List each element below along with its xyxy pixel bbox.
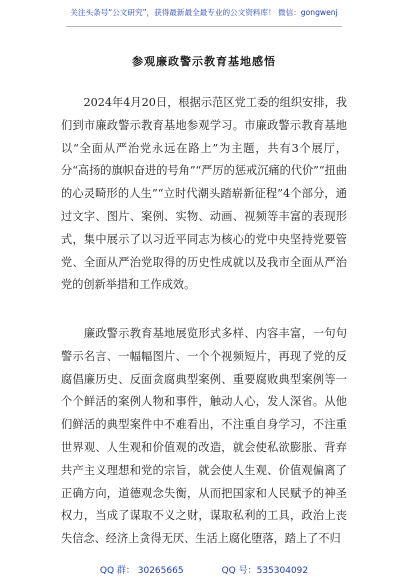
footer-qq-number: QQ 号：535304092: [221, 566, 309, 576]
footer-qq-group: QQ 群： 30265665: [99, 566, 184, 576]
paragraph-1: 2024年4月20日，根据示范区党工委的组织安排，我们到市廉政警示教育基地参观学习。市廉政警示教育基地以“全面从严治党永远在路上”为主题，共有3个展厅，分“高扬的旗帜奋进的号角”“严厉的惩戒沉痛的代价”“扭曲的心灵畸形的人生”“立时代潮头踏崭新征程”4个部分，通过文字、图片、案例、实物、动画、视频等丰富的表现形式，集中展示了以习近平同志为核心的党中央坚持党要管党、全面从严治党取得的历史性成就以及我市全面从严治党的创新举措和工作成效。: [61, 96, 347, 292]
header-promo-note: 关注头条号“公文研究”，获得最新最全最专业的公文资料库！ 微信：gongwenj: [70, 8, 338, 17]
footer-contact: [0, 563, 408, 576]
paragraph-2: 廉政警示教育基地展览形式多样、内容丰富，一句句警示名言、一幅幅图片、一个个视频短片，再现了党的反腐倡廉历史、反面贪腐典型案例、重要腐败典型案例等一个个鲜活的案例人物和事件，触动人心，发人深省。从他们鲜活的典型案件中不难看出，不注重自身学习，不注重世界观、人生观和价值观的改造，就会使私欲膨胀、背弃共产主义理想和党的宗旨，就会使人生观、价值观偏离了正确方向，道德观念失衡，从而把国家和人民赋予的神圣权力，当成了谋取不义之财，谋取私利的工具，政治上丧失信念、经济上贪得无厌、生活上腐化堕落，踏上了不归: [61, 327, 347, 546]
document-title: 参观廉政警示教育基地感悟: [132, 55, 276, 68]
header-divider: [66, 26, 342, 27]
